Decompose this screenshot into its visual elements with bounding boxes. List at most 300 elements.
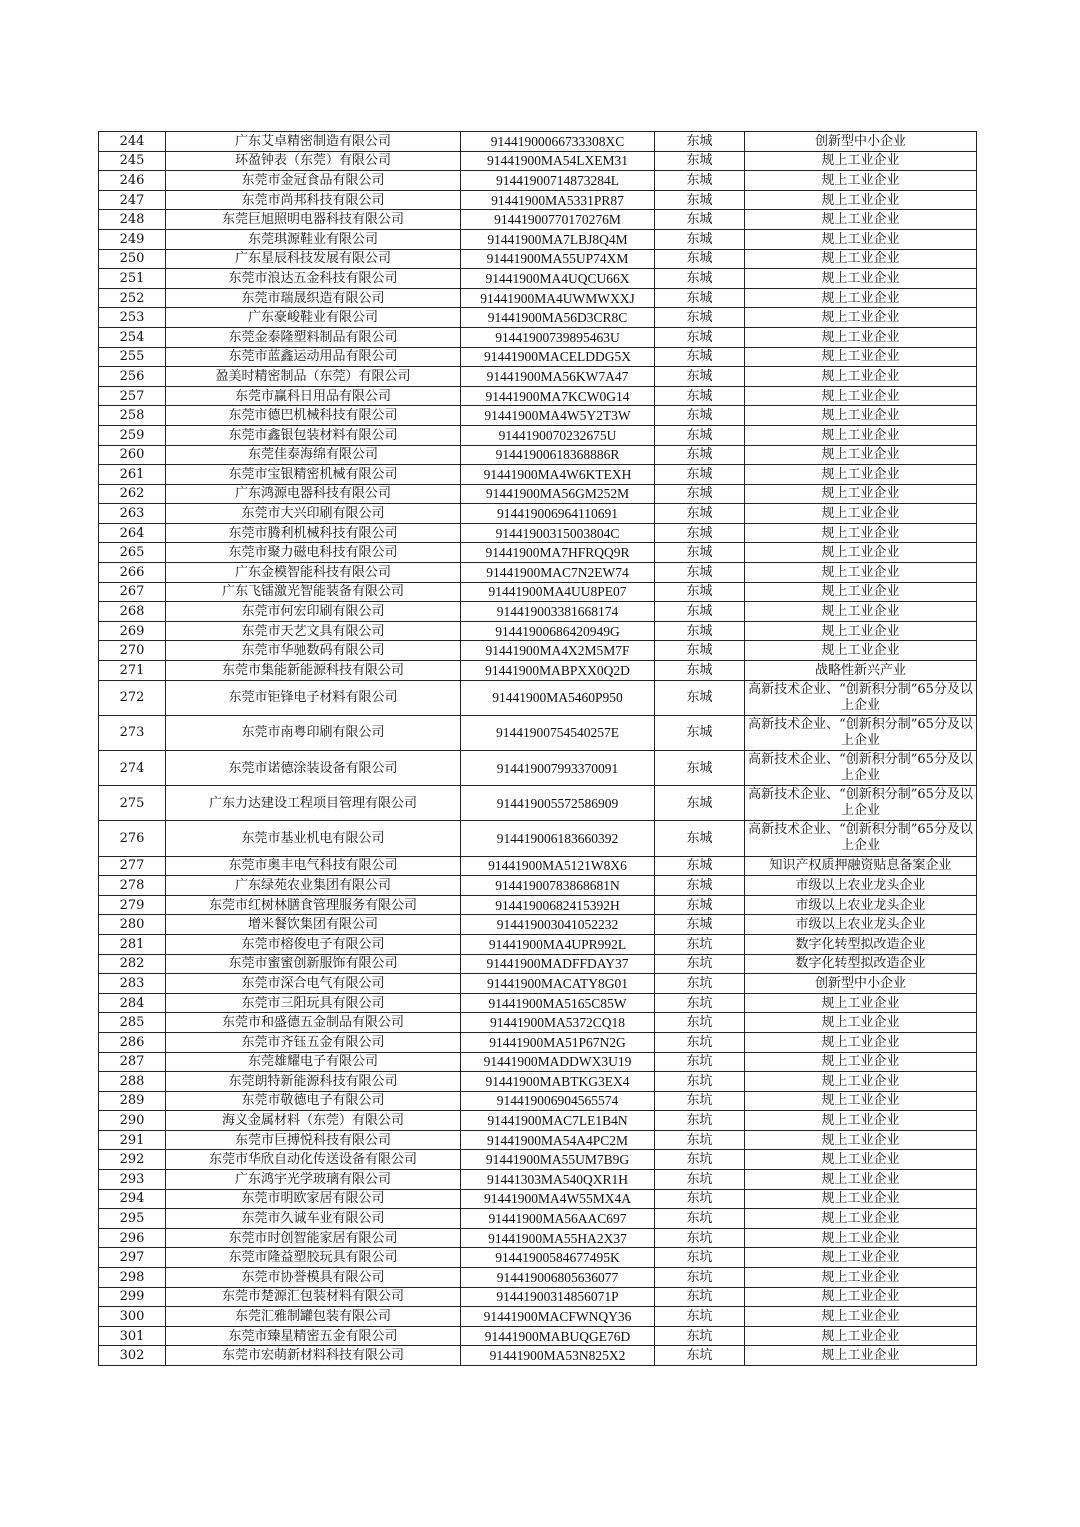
enterprise-category: 规上工业企业 — [745, 523, 977, 543]
credit-code: 91441900MA4UQCU66X — [461, 269, 655, 289]
enterprise-category: 规上工业企业 — [745, 1228, 977, 1248]
row-number: 271 — [99, 661, 166, 681]
row-number: 250 — [99, 249, 166, 269]
company-name: 东莞巨旭照明电器科技有限公司 — [166, 210, 461, 230]
company-name: 东莞汇雅制罐包装有限公司 — [166, 1307, 461, 1327]
company-name: 东莞市三阳玩具有限公司 — [166, 993, 461, 1013]
credit-code: 91441900MACFWNQY36 — [461, 1307, 655, 1327]
row-number: 289 — [99, 1091, 166, 1111]
table-row — [99, 856, 977, 876]
enterprise-category: 规上工业企业 — [745, 582, 977, 602]
row-number: 260 — [99, 445, 166, 465]
enterprise-category: 知识产权质押融资贴息备案企业 — [745, 856, 977, 876]
table-row — [99, 974, 977, 994]
row-number: 261 — [99, 465, 166, 485]
town-area: 东城 — [655, 327, 745, 347]
table-row — [99, 1307, 977, 1327]
company-name: 东莞市宏萌新材料科技有限公司 — [166, 1346, 461, 1366]
town-area: 东城 — [655, 229, 745, 249]
town-area: 东坑 — [655, 1091, 745, 1111]
company-name: 海义金属材料（东莞）有限公司 — [166, 1111, 461, 1131]
company-name: 东莞市敬德电子有限公司 — [166, 1091, 461, 1111]
table-row — [99, 563, 977, 583]
town-area: 东城 — [655, 895, 745, 915]
enterprise-category: 市级以上农业龙头企业 — [745, 915, 977, 935]
row-number: 273 — [99, 715, 166, 750]
credit-code: 9144190070232675U — [461, 425, 655, 445]
company-name: 盈美时精密制品（东莞）有限公司 — [166, 367, 461, 387]
company-name: 东莞市宝银精密机械有限公司 — [166, 465, 461, 485]
town-area: 东城 — [655, 582, 745, 602]
company-name: 广东豪峻鞋业有限公司 — [166, 308, 461, 328]
town-area: 东城 — [655, 504, 745, 524]
table-row — [99, 1228, 977, 1248]
enterprise-category: 规上工业企业 — [745, 504, 977, 524]
row-number: 281 — [99, 934, 166, 954]
table-row — [99, 661, 977, 681]
credit-code: 91441900MA56D3CR8C — [461, 308, 655, 328]
credit-code: 914419003041052232 — [461, 915, 655, 935]
table-row — [99, 367, 977, 387]
row-number: 259 — [99, 425, 166, 445]
table-row — [99, 269, 977, 289]
credit-code: 91441900MADDWX3U19 — [461, 1052, 655, 1072]
table-row — [99, 715, 977, 750]
town-area: 东城 — [655, 786, 745, 821]
credit-code: 91441900783868681N — [461, 876, 655, 896]
table-row — [99, 229, 977, 249]
enterprise-category: 规上工业企业 — [745, 1287, 977, 1307]
table-body — [99, 132, 977, 1366]
row-number: 283 — [99, 974, 166, 994]
town-area: 东坑 — [655, 1189, 745, 1209]
company-name: 东莞市深合电气有限公司 — [166, 974, 461, 994]
enterprise-category: 数字化转型拟改造企业 — [745, 954, 977, 974]
table-row — [99, 1072, 977, 1092]
table-row — [99, 504, 977, 524]
company-name: 东莞市聚力磁电科技有限公司 — [166, 543, 461, 563]
town-area: 东城 — [655, 523, 745, 543]
town-area: 东城 — [655, 151, 745, 171]
row-number: 296 — [99, 1228, 166, 1248]
table-row — [99, 327, 977, 347]
credit-code: 91441900MA55UM7B9G — [461, 1150, 655, 1170]
town-area: 东城 — [655, 915, 745, 935]
town-area: 东城 — [655, 821, 745, 856]
enterprise-category: 规上工业企业 — [745, 151, 977, 171]
credit-code: 91441900MAC7N2EW74 — [461, 563, 655, 583]
credit-code: 91441900739895463U — [461, 327, 655, 347]
credit-code: 91441303MA540QXR1H — [461, 1170, 655, 1190]
town-area: 东城 — [655, 680, 745, 715]
table-row — [99, 523, 977, 543]
credit-code: 91441900MA53N825X2 — [461, 1346, 655, 1366]
enterprise-category: 高新技术企业、“创新积分制”65分及以上企业 — [745, 680, 977, 715]
credit-code: 91441900MADFFDAY37 — [461, 954, 655, 974]
company-name: 东莞朗特新能源科技有限公司 — [166, 1072, 461, 1092]
enterprise-category: 规上工业企业 — [745, 1346, 977, 1366]
company-name: 东莞市诺德涂装设备有限公司 — [166, 751, 461, 786]
row-number: 268 — [99, 602, 166, 622]
enterprise-category: 高新技术企业、“创新积分制”65分及以上企业 — [745, 751, 977, 786]
enterprise-category: 规上工业企业 — [745, 425, 977, 445]
town-area: 东城 — [655, 406, 745, 426]
enterprise-category: 规上工业企业 — [745, 1209, 977, 1229]
company-name: 东莞金泰隆塑料制品有限公司 — [166, 327, 461, 347]
table-row — [99, 406, 977, 426]
enterprise-category: 规上工业企业 — [745, 406, 977, 426]
enterprise-table — [98, 131, 977, 1366]
town-area: 东城 — [655, 543, 745, 563]
company-name: 东莞市楚源汇包装材料有限公司 — [166, 1287, 461, 1307]
table-row — [99, 582, 977, 602]
enterprise-category: 规上工业企业 — [745, 563, 977, 583]
row-number: 292 — [99, 1150, 166, 1170]
enterprise-category: 规上工业企业 — [745, 1268, 977, 1288]
credit-code: 91441900MA5372CQ18 — [461, 1013, 655, 1033]
town-area: 东坑 — [655, 1111, 745, 1131]
credit-code: 91441900315003804C — [461, 523, 655, 543]
row-number: 264 — [99, 523, 166, 543]
town-area: 东城 — [655, 386, 745, 406]
credit-code: 914419006183660392 — [461, 821, 655, 856]
company-name: 东莞市浪达五金科技有限公司 — [166, 269, 461, 289]
credit-code: 91441900686420949G — [461, 621, 655, 641]
credit-code: 91441900MA5331PR87 — [461, 190, 655, 210]
table-row — [99, 347, 977, 367]
company-name: 东莞琪源鞋业有限公司 — [166, 229, 461, 249]
row-number: 247 — [99, 190, 166, 210]
row-number: 276 — [99, 821, 166, 856]
credit-code: 914419006805636077 — [461, 1268, 655, 1288]
row-number: 272 — [99, 680, 166, 715]
table-row — [99, 1326, 977, 1346]
table-row — [99, 210, 977, 230]
company-name: 东莞市天艺文具有限公司 — [166, 621, 461, 641]
credit-code: 91441900618368886R — [461, 445, 655, 465]
table-row — [99, 915, 977, 935]
credit-code: 91441900MA4X2M5M7F — [461, 641, 655, 661]
row-number: 267 — [99, 582, 166, 602]
credit-code: 91441900770170276M — [461, 210, 655, 230]
company-name: 东莞市明欧家居有限公司 — [166, 1189, 461, 1209]
enterprise-category: 规上工业企业 — [745, 641, 977, 661]
row-number: 280 — [99, 915, 166, 935]
town-area: 东城 — [655, 563, 745, 583]
enterprise-category: 规上工业企业 — [745, 269, 977, 289]
company-name: 东莞市时创智能家居有限公司 — [166, 1228, 461, 1248]
row-number: 298 — [99, 1268, 166, 1288]
town-area: 东坑 — [655, 1346, 745, 1366]
row-number: 263 — [99, 504, 166, 524]
town-area: 东坑 — [655, 1248, 745, 1268]
company-name: 东莞市金冠食品有限公司 — [166, 171, 461, 191]
company-name: 东莞市蓝鑫运动用品有限公司 — [166, 347, 461, 367]
credit-code: 91441900MA4UPR992L — [461, 934, 655, 954]
credit-code: 91441900MAC7LE1B4N — [461, 1111, 655, 1131]
town-area: 东城 — [655, 751, 745, 786]
table-row — [99, 386, 977, 406]
row-number: 291 — [99, 1130, 166, 1150]
company-name: 环盈钟表（东莞）有限公司 — [166, 151, 461, 171]
company-name: 东莞市奥丰电气科技有限公司 — [166, 856, 461, 876]
credit-code: 91441900066733308XC — [461, 132, 655, 152]
credit-code: 914419003381668174 — [461, 602, 655, 622]
credit-code: 91441900754540257E — [461, 715, 655, 750]
company-name: 东莞市华欣自动化传送设备有限公司 — [166, 1150, 461, 1170]
row-number: 244 — [99, 132, 166, 152]
table-row — [99, 1091, 977, 1111]
town-area: 东城 — [655, 465, 745, 485]
row-number: 269 — [99, 621, 166, 641]
company-name: 东莞市鑫银包装材料有限公司 — [166, 425, 461, 445]
company-name: 东莞市德巴机械科技有限公司 — [166, 406, 461, 426]
town-area: 东城 — [655, 132, 745, 152]
enterprise-category: 规上工业企业 — [745, 621, 977, 641]
enterprise-category: 规上工业企业 — [745, 1189, 977, 1209]
table-row — [99, 484, 977, 504]
town-area: 东坑 — [655, 1013, 745, 1033]
town-area: 东城 — [655, 288, 745, 308]
town-area: 东坑 — [655, 1052, 745, 1072]
company-name: 东莞市蜜蜜创新服饰有限公司 — [166, 954, 461, 974]
table-row — [99, 1032, 977, 1052]
row-number: 246 — [99, 171, 166, 191]
row-number: 294 — [99, 1189, 166, 1209]
enterprise-category: 规上工业企业 — [745, 367, 977, 387]
company-name: 东莞市和盛德五金制品有限公司 — [166, 1013, 461, 1033]
credit-code: 91441900584677495K — [461, 1248, 655, 1268]
enterprise-category: 规上工业企业 — [745, 308, 977, 328]
row-number: 277 — [99, 856, 166, 876]
row-number: 287 — [99, 1052, 166, 1072]
enterprise-category: 市级以上农业龙头企业 — [745, 876, 977, 896]
enterprise-category: 规上工业企业 — [745, 229, 977, 249]
company-name: 东莞市何宏印刷有限公司 — [166, 602, 461, 622]
town-area: 东坑 — [655, 1326, 745, 1346]
credit-code: 91441900MA4W6KTEXH — [461, 465, 655, 485]
table-row — [99, 445, 977, 465]
table-row — [99, 151, 977, 171]
table-row — [99, 954, 977, 974]
table-row — [99, 1130, 977, 1150]
enterprise-category: 规上工业企业 — [745, 1130, 977, 1150]
enterprise-category: 规上工业企业 — [745, 445, 977, 465]
table-row — [99, 1248, 977, 1268]
company-name: 东莞市南粤印刷有限公司 — [166, 715, 461, 750]
company-name: 广东金模智能科技有限公司 — [166, 563, 461, 583]
credit-code: 91441900714873284L — [461, 171, 655, 191]
table-row — [99, 171, 977, 191]
credit-code: 91441900MA7KCW0G14 — [461, 386, 655, 406]
table-row — [99, 641, 977, 661]
enterprise-category: 规上工业企业 — [745, 171, 977, 191]
town-area: 东坑 — [655, 1072, 745, 1092]
enterprise-category: 规上工业企业 — [745, 1307, 977, 1327]
row-number: 258 — [99, 406, 166, 426]
table-row — [99, 895, 977, 915]
company-name: 增米餐饮集团有限公司 — [166, 915, 461, 935]
company-name: 东莞雄耀电子有限公司 — [166, 1052, 461, 1072]
credit-code: 91441900MA5165C85W — [461, 993, 655, 1013]
company-name: 东莞市瑞晟织造有限公司 — [166, 288, 461, 308]
table-row — [99, 786, 977, 821]
credit-code: 91441900MA56KW7A47 — [461, 367, 655, 387]
company-name: 广东飞镭激光智能装备有限公司 — [166, 582, 461, 602]
town-area: 东坑 — [655, 1209, 745, 1229]
credit-code: 91441900MA51P67N2G — [461, 1032, 655, 1052]
company-name: 广东星辰科技发展有限公司 — [166, 249, 461, 269]
town-area: 东城 — [655, 347, 745, 367]
row-number: 256 — [99, 367, 166, 387]
company-name: 东莞市基业机电有限公司 — [166, 821, 461, 856]
credit-code: 91441900314856071P — [461, 1287, 655, 1307]
credit-code: 91441900MACELDDG5X — [461, 347, 655, 367]
town-area: 东城 — [655, 249, 745, 269]
row-number: 302 — [99, 1346, 166, 1366]
credit-code: 914419006964110691 — [461, 504, 655, 524]
table-row — [99, 249, 977, 269]
credit-code: 91441900MA54LXEM31 — [461, 151, 655, 171]
enterprise-category: 规上工业企业 — [745, 1248, 977, 1268]
company-name: 东莞市钜锋电子材料有限公司 — [166, 680, 461, 715]
credit-code: 91441900MABUQGE76D — [461, 1326, 655, 1346]
credit-code: 91441900MA56AAC697 — [461, 1209, 655, 1229]
town-area: 东城 — [655, 190, 745, 210]
company-name: 东莞市久诚车业有限公司 — [166, 1209, 461, 1229]
enterprise-category: 规上工业企业 — [745, 386, 977, 406]
credit-code: 91441900MABPXX0Q2D — [461, 661, 655, 681]
row-number: 301 — [99, 1326, 166, 1346]
enterprise-category: 市级以上农业龙头企业 — [745, 895, 977, 915]
company-name: 东莞市红树林膳食管理服务有限公司 — [166, 895, 461, 915]
town-area: 东坑 — [655, 1170, 745, 1190]
row-number: 251 — [99, 269, 166, 289]
table-row — [99, 1013, 977, 1033]
town-area: 东城 — [655, 269, 745, 289]
credit-code: 91441900MA5460P950 — [461, 680, 655, 715]
credit-code: 91441900MA4W55MX4A — [461, 1189, 655, 1209]
enterprise-category: 规上工业企业 — [745, 602, 977, 622]
row-number: 262 — [99, 484, 166, 504]
town-area: 东坑 — [655, 1268, 745, 1288]
table-row — [99, 288, 977, 308]
town-area: 东坑 — [655, 1130, 745, 1150]
credit-code: 91441900MACATY8G01 — [461, 974, 655, 994]
enterprise-category: 规上工业企业 — [745, 190, 977, 210]
town-area: 东城 — [655, 425, 745, 445]
enterprise-list-sheet — [98, 131, 975, 1366]
table-row — [99, 425, 977, 445]
town-area: 东坑 — [655, 954, 745, 974]
enterprise-category: 数字化转型拟改造企业 — [745, 934, 977, 954]
company-name: 广东力达建设工程项目管理有限公司 — [166, 786, 461, 821]
credit-code: 914419006904565574 — [461, 1091, 655, 1111]
town-area: 东城 — [655, 641, 745, 661]
credit-code: 91441900682415392H — [461, 895, 655, 915]
enterprise-category: 规上工业企业 — [745, 1150, 977, 1170]
credit-code: 91441900MA54A4PC2M — [461, 1130, 655, 1150]
company-name: 东莞市赢科日用品有限公司 — [166, 386, 461, 406]
company-name: 广东绿苑农业集团有限公司 — [166, 876, 461, 896]
table-row — [99, 1287, 977, 1307]
table-row — [99, 602, 977, 622]
table-row — [99, 876, 977, 896]
table-row — [99, 543, 977, 563]
company-name: 东莞市巨搏悦科技有限公司 — [166, 1130, 461, 1150]
row-number: 279 — [99, 895, 166, 915]
enterprise-category: 规上工业企业 — [745, 347, 977, 367]
row-number: 295 — [99, 1209, 166, 1229]
credit-code: 91441900MA7HFRQQ9R — [461, 543, 655, 563]
town-area: 东城 — [655, 876, 745, 896]
enterprise-category: 规上工业企业 — [745, 1111, 977, 1131]
enterprise-category: 规上工业企业 — [745, 249, 977, 269]
row-number: 299 — [99, 1287, 166, 1307]
town-area: 东城 — [655, 367, 745, 387]
table-row — [99, 1170, 977, 1190]
credit-code: 91441900MA4UWMWXXJ — [461, 288, 655, 308]
table-row — [99, 1111, 977, 1131]
town-area: 东坑 — [655, 1307, 745, 1327]
company-name: 广东鸿源电器科技有限公司 — [166, 484, 461, 504]
enterprise-category: 规上工业企业 — [745, 465, 977, 485]
town-area: 东坑 — [655, 974, 745, 994]
row-number: 255 — [99, 347, 166, 367]
town-area: 东城 — [655, 621, 745, 641]
town-area: 东坑 — [655, 1150, 745, 1170]
town-area: 东坑 — [655, 1032, 745, 1052]
company-name: 东莞市榕俊电子有限公司 — [166, 934, 461, 954]
table-row — [99, 308, 977, 328]
table-row — [99, 1346, 977, 1366]
row-number: 253 — [99, 308, 166, 328]
enterprise-category: 规上工业企业 — [745, 210, 977, 230]
table-row — [99, 934, 977, 954]
credit-code: 91441900MA5121W8X6 — [461, 856, 655, 876]
table-row — [99, 1150, 977, 1170]
credit-code: 91441900MA4W5Y2T3W — [461, 406, 655, 426]
company-name: 东莞市华驰数码有限公司 — [166, 641, 461, 661]
table-row — [99, 465, 977, 485]
row-number: 284 — [99, 993, 166, 1013]
enterprise-category: 规上工业企业 — [745, 1326, 977, 1346]
enterprise-category: 高新技术企业、“创新积分制”65分及以上企业 — [745, 786, 977, 821]
town-area: 东城 — [655, 210, 745, 230]
row-number: 275 — [99, 786, 166, 821]
row-number: 288 — [99, 1072, 166, 1092]
enterprise-category: 规上工业企业 — [745, 1170, 977, 1190]
row-number: 266 — [99, 563, 166, 583]
enterprise-category: 高新技术企业、“创新积分制”65分及以上企业 — [745, 821, 977, 856]
company-name: 东莞市集能新能源科技有限公司 — [166, 661, 461, 681]
enterprise-category: 规上工业企业 — [745, 327, 977, 347]
enterprise-category: 规上工业企业 — [745, 543, 977, 563]
table-row — [99, 1268, 977, 1288]
table-row — [99, 1052, 977, 1072]
town-area: 东坑 — [655, 1287, 745, 1307]
town-area: 东城 — [655, 856, 745, 876]
row-number: 286 — [99, 1032, 166, 1052]
credit-code: 91441900MA4UU8PE07 — [461, 582, 655, 602]
enterprise-category: 规上工业企业 — [745, 288, 977, 308]
row-number: 285 — [99, 1013, 166, 1033]
town-area: 东坑 — [655, 934, 745, 954]
town-area: 东坑 — [655, 1228, 745, 1248]
company-name: 广东艾卓精密制造有限公司 — [166, 132, 461, 152]
row-number: 282 — [99, 954, 166, 974]
table-row — [99, 993, 977, 1013]
